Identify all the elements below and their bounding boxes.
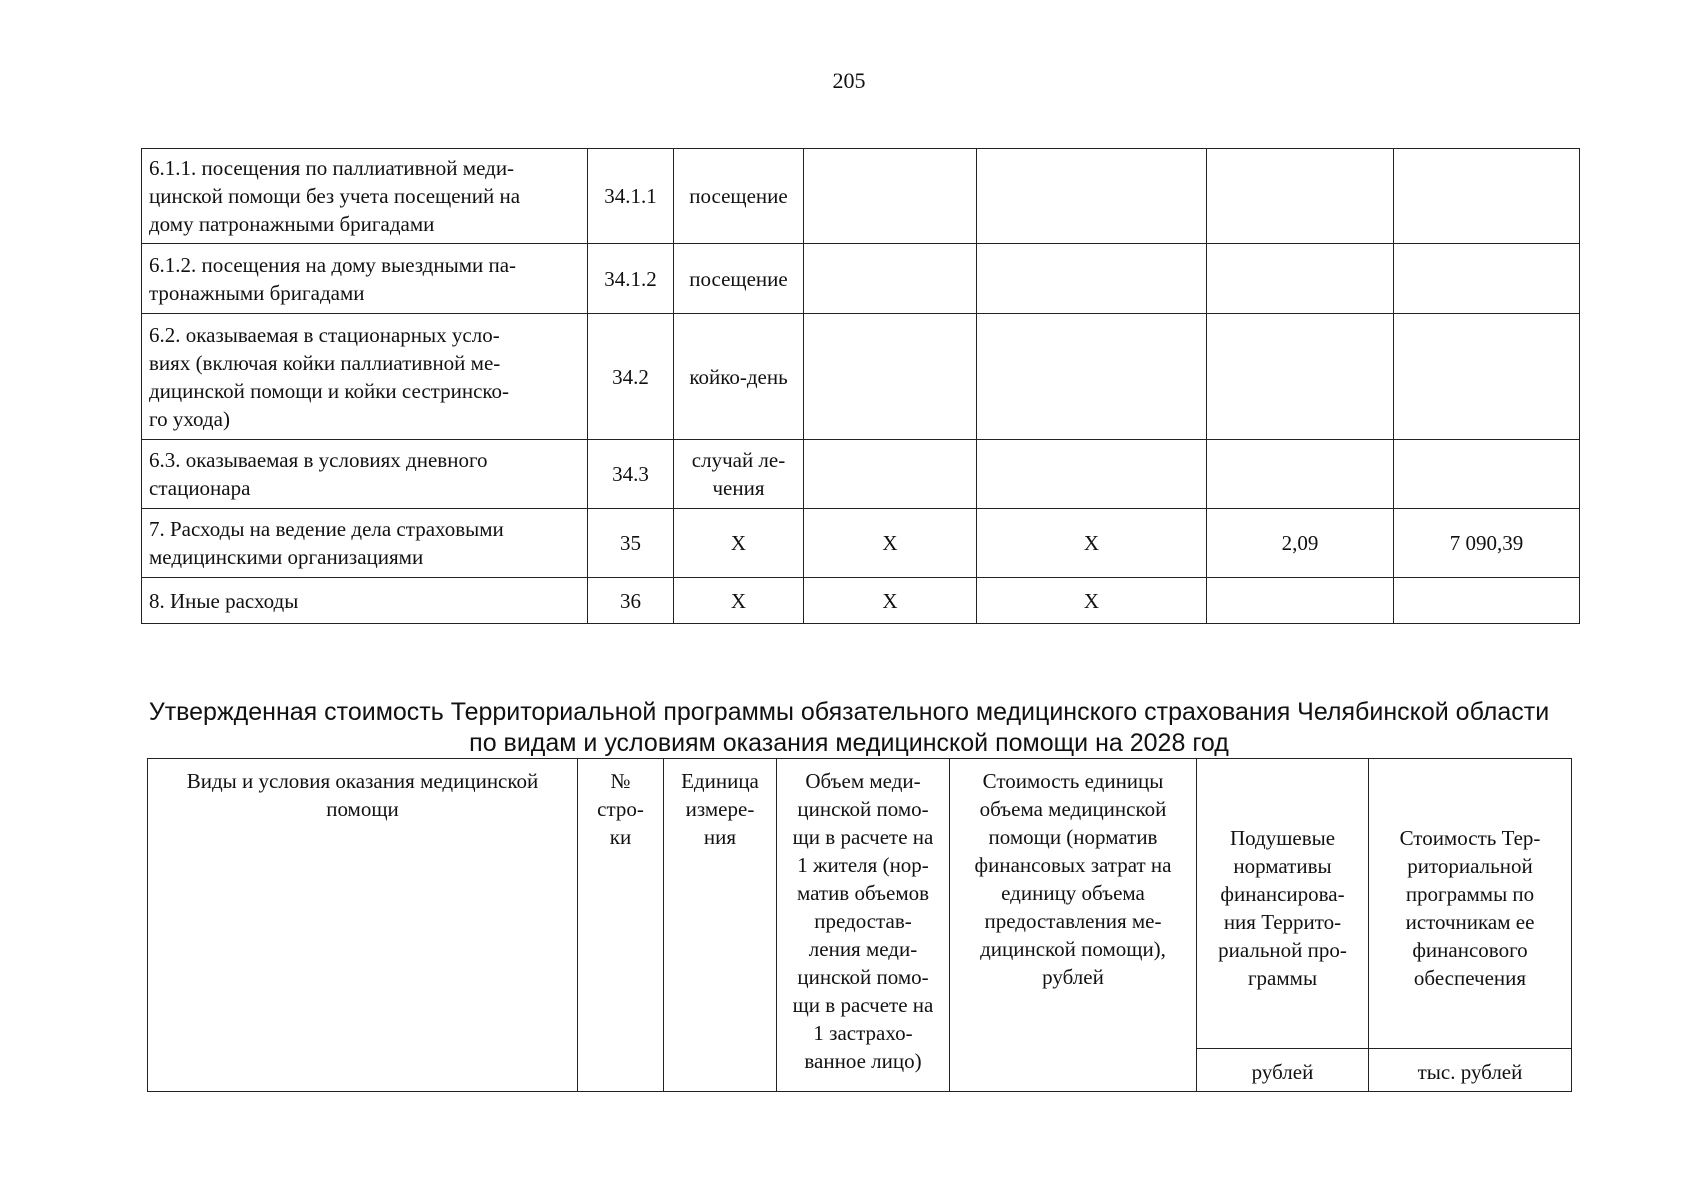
row-per-capita: [1207, 149, 1394, 244]
page-number: 205: [832, 68, 866, 93]
header-line-no: № стро- ки: [578, 759, 664, 1092]
row-volume: [804, 244, 977, 314]
row-cost: [1394, 314, 1580, 440]
row-unit-cost: [977, 314, 1207, 440]
row-name: 6.1.2. посещения на дому выездными па- тронажными бригадами: [142, 244, 588, 314]
header-volume: Объем меди- цинской помо- щи в расчете на 1 жителя (нор- матив объемов предостав- ления меди- цинской помо- щи в расчете на 1 застрахо- ванное лицо): [777, 759, 950, 1092]
top-table: [141, 148, 1580, 624]
row-volume: [804, 149, 977, 244]
row-per-capita: 2,09: [1207, 509, 1394, 578]
row-unit: случай ле- чения: [674, 440, 804, 509]
row-name: 6.2. оказываемая в стационарных усло- виях (включая койки паллиативной ме- дицинской помощи и койки сестринско- го ухода): [142, 314, 588, 440]
section-title-line-1: Утвержденная стоимость Территориальной программы обязательного медицинского страхования Челябинской области: [148, 698, 1550, 726]
unit-cost: тыс. рублей: [1369, 1049, 1572, 1092]
row-volume: [804, 440, 977, 509]
table-row: [142, 440, 1580, 509]
row-unit: посещение: [674, 149, 804, 244]
row-name: 8. Иные расходы: [142, 578, 588, 624]
row-cost: [1394, 578, 1580, 624]
row-line-number: 36: [588, 578, 674, 624]
table-row: [142, 149, 1580, 244]
row-volume: Х: [804, 578, 977, 624]
table-row: [142, 578, 1580, 624]
row-line-number: 34.3: [588, 440, 674, 509]
row-name: 6.1.1. посещения по паллиативной меди- цинской помощи без учета посещений на дому патронажными бригадами: [142, 149, 588, 244]
header-unit-cost: Стоимость единицы объема медицинской помощи (норматив финансовых затрат на единицу объема предоставления ме- дицинской помощи), рублей: [950, 759, 1197, 1092]
row-per-capita: [1207, 440, 1394, 509]
row-per-capita: [1207, 314, 1394, 440]
row-unit: койко-день: [674, 314, 804, 440]
row-volume: Х: [804, 509, 977, 578]
row-cost: [1394, 244, 1580, 314]
row-line-number: 34.1.2: [588, 244, 674, 314]
row-line-number: 34.1.1: [588, 149, 674, 244]
row-cost: [1394, 149, 1580, 244]
table-row: [142, 509, 1580, 578]
row-unit-cost: [977, 149, 1207, 244]
section-title-line-2: по видам и условиям оказания медицинской помощи на 2028 год: [469, 729, 1229, 757]
row-unit-cost: [977, 440, 1207, 509]
unit-per-capita: рублей: [1197, 1049, 1369, 1092]
table-row: [142, 314, 1580, 440]
row-name: 6.3. оказываемая в условиях дневного стационара: [142, 440, 588, 509]
row-unit-cost: Х: [977, 509, 1207, 578]
row-unit: посещение: [674, 244, 804, 314]
row-per-capita: [1207, 578, 1394, 624]
header-kind: Виды и условия оказания медицинской помощи: [148, 759, 578, 1092]
table-row: [142, 244, 1580, 314]
header-cost: Стоимость Тер- риториальной программы по источникам ее финансового обеспечения: [1369, 759, 1572, 1049]
row-per-capita: [1207, 244, 1394, 314]
bottom-table: [147, 758, 1572, 1092]
row-line-number: 34.2: [588, 314, 674, 440]
row-unit-cost: Х: [977, 578, 1207, 624]
row-unit-cost: [977, 244, 1207, 314]
row-cost: [1394, 440, 1580, 509]
row-cost: 7 090,39: [1394, 509, 1580, 578]
row-unit: Х: [674, 578, 804, 624]
row-line-number: 35: [588, 509, 674, 578]
row-name: 7. Расходы на ведение дела страховыми медицинскими организациями: [142, 509, 588, 578]
row-unit: Х: [674, 509, 804, 578]
row-volume: [804, 314, 977, 440]
header-unit: Единица измере- ния: [664, 759, 777, 1092]
header-per-capita: Подушевые нормативы финансирова- ния Террито- риальной про- граммы: [1197, 759, 1369, 1049]
